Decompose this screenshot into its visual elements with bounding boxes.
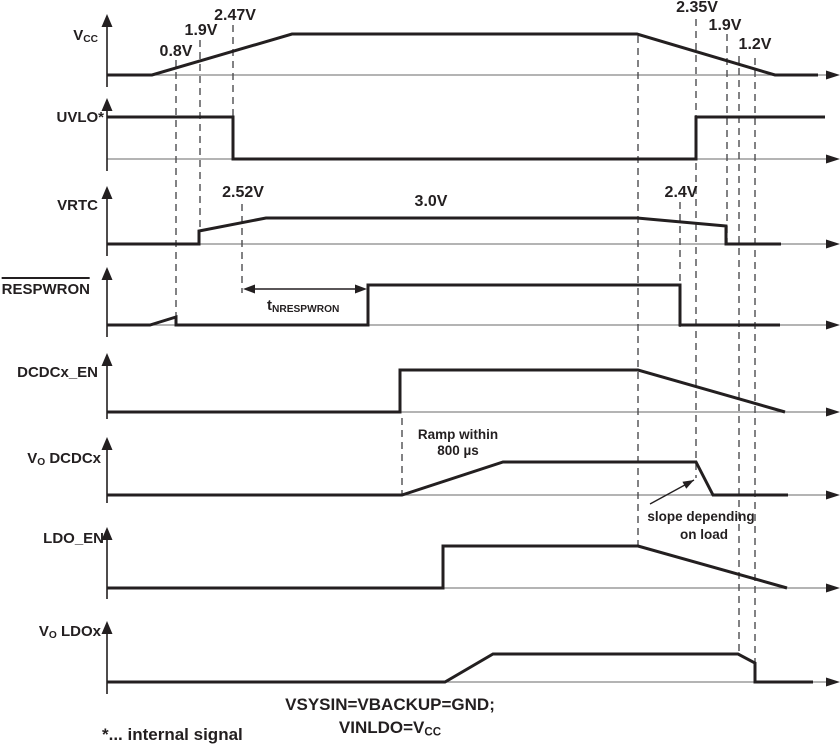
signal-label-text-post: DCDCx [45, 450, 101, 467]
signal-trace-ldo-en [107, 546, 787, 588]
baseline-arrow-vcc [826, 71, 840, 80]
voltage-label-1.2v: 1.2V [738, 36, 772, 53]
signal-label-subscript: O [48, 630, 57, 642]
baseline-arrow-uvlo [826, 155, 840, 164]
ramp-annotation-line2: 800 µs [437, 443, 479, 458]
t-nrespwron-arrow-right [355, 285, 367, 294]
signal-label-vo-ldox [39, 624, 101, 641]
footer-conditions-line1: VSYSIN=VBACKUP=GND; [285, 695, 495, 714]
signal-label-text: DCDCx_EN [17, 364, 98, 381]
signal-label-text: VRTC [57, 197, 98, 214]
signal-label-dcdcx-en [17, 365, 98, 380]
signal-label-text: UVLO* [56, 109, 104, 126]
baseline-arrow-vrtc [826, 240, 840, 249]
signal-label-text: LDO_EN [43, 530, 104, 547]
signal-label-vcc [73, 28, 98, 45]
axis-arrow-respwron [102, 267, 113, 280]
voltage-label-3.0v: 3.0V [414, 193, 448, 210]
t-nrespwron-label [267, 298, 339, 315]
baseline-arrow-ldo-en [826, 584, 840, 593]
t-nrespwron-arrow-left [243, 285, 255, 294]
axis-arrow-vo-ldox [102, 621, 113, 634]
baseline-arrow-dcdcx-en [826, 408, 840, 417]
voltage-label-2.35v: 2.35V [676, 0, 718, 16]
signal-trace-vo-dcdcx [107, 462, 788, 495]
signal-trace-dcdcx-en [107, 370, 785, 412]
voltage-label-2.47v: 2.47V [214, 7, 256, 24]
signal-label-vrtc [57, 198, 98, 213]
slope-annotation-line1: slope depending [647, 509, 755, 524]
baseline-arrow-vo-ldox [826, 678, 840, 687]
t-nrespwron-subscript: NRESPWRON [272, 304, 340, 316]
signal-label-uvlo [56, 110, 104, 125]
slope-arrow-head [682, 480, 694, 489]
signal-label-subscript: O [37, 457, 46, 469]
signal-label-text-post: LDOx [56, 623, 101, 640]
signal-label-text: RESPWRON [1, 281, 90, 298]
signal-trace-respwron [107, 285, 780, 325]
footer-vinldo-text: VINLDO=V [338, 718, 425, 737]
axis-arrow-dcdcx-en [102, 353, 113, 366]
baseline-arrow-respwron [826, 321, 840, 330]
axis-arrow-vcc [102, 14, 113, 27]
axis-arrow-vrtc [102, 186, 113, 199]
footer-conditions-line2 [339, 719, 441, 739]
signal-label-respwron [2, 277, 90, 297]
signal-trace-vo-ldox [107, 654, 813, 682]
signal-label-text: V [27, 450, 38, 467]
voltage-label-1.9v: 1.9V [708, 17, 742, 34]
baseline-arrow-vo-dcdcx [826, 491, 840, 500]
voltage-label-2.4v: 2.4V [664, 184, 698, 201]
footer-vcc-subscript: CC [424, 726, 442, 739]
signal-trace-vcc [107, 34, 818, 75]
signal-label-ldo-en [43, 531, 104, 546]
signal-label-text: V [73, 27, 84, 44]
ramp-annotation-line1: Ramp within [417, 427, 499, 442]
signal-trace-uvlo [107, 117, 825, 159]
slope-annotation-line2: on load [680, 527, 728, 542]
signal-label-vo-dcdcx [27, 451, 101, 468]
voltage-label-1.9v: 1.9V [184, 22, 218, 39]
t-nrespwron-symbol: t [267, 297, 272, 314]
voltage-label-2.52v: 2.52V [222, 184, 264, 201]
signal-label-text: V [38, 623, 49, 640]
axis-arrow-vo-dcdcx [102, 437, 113, 450]
voltage-label-0.8v: 0.8V [159, 43, 193, 60]
signal-label-subscript: CC [83, 34, 98, 46]
footer-internal-signal-note: *... internal signal [102, 725, 243, 744]
